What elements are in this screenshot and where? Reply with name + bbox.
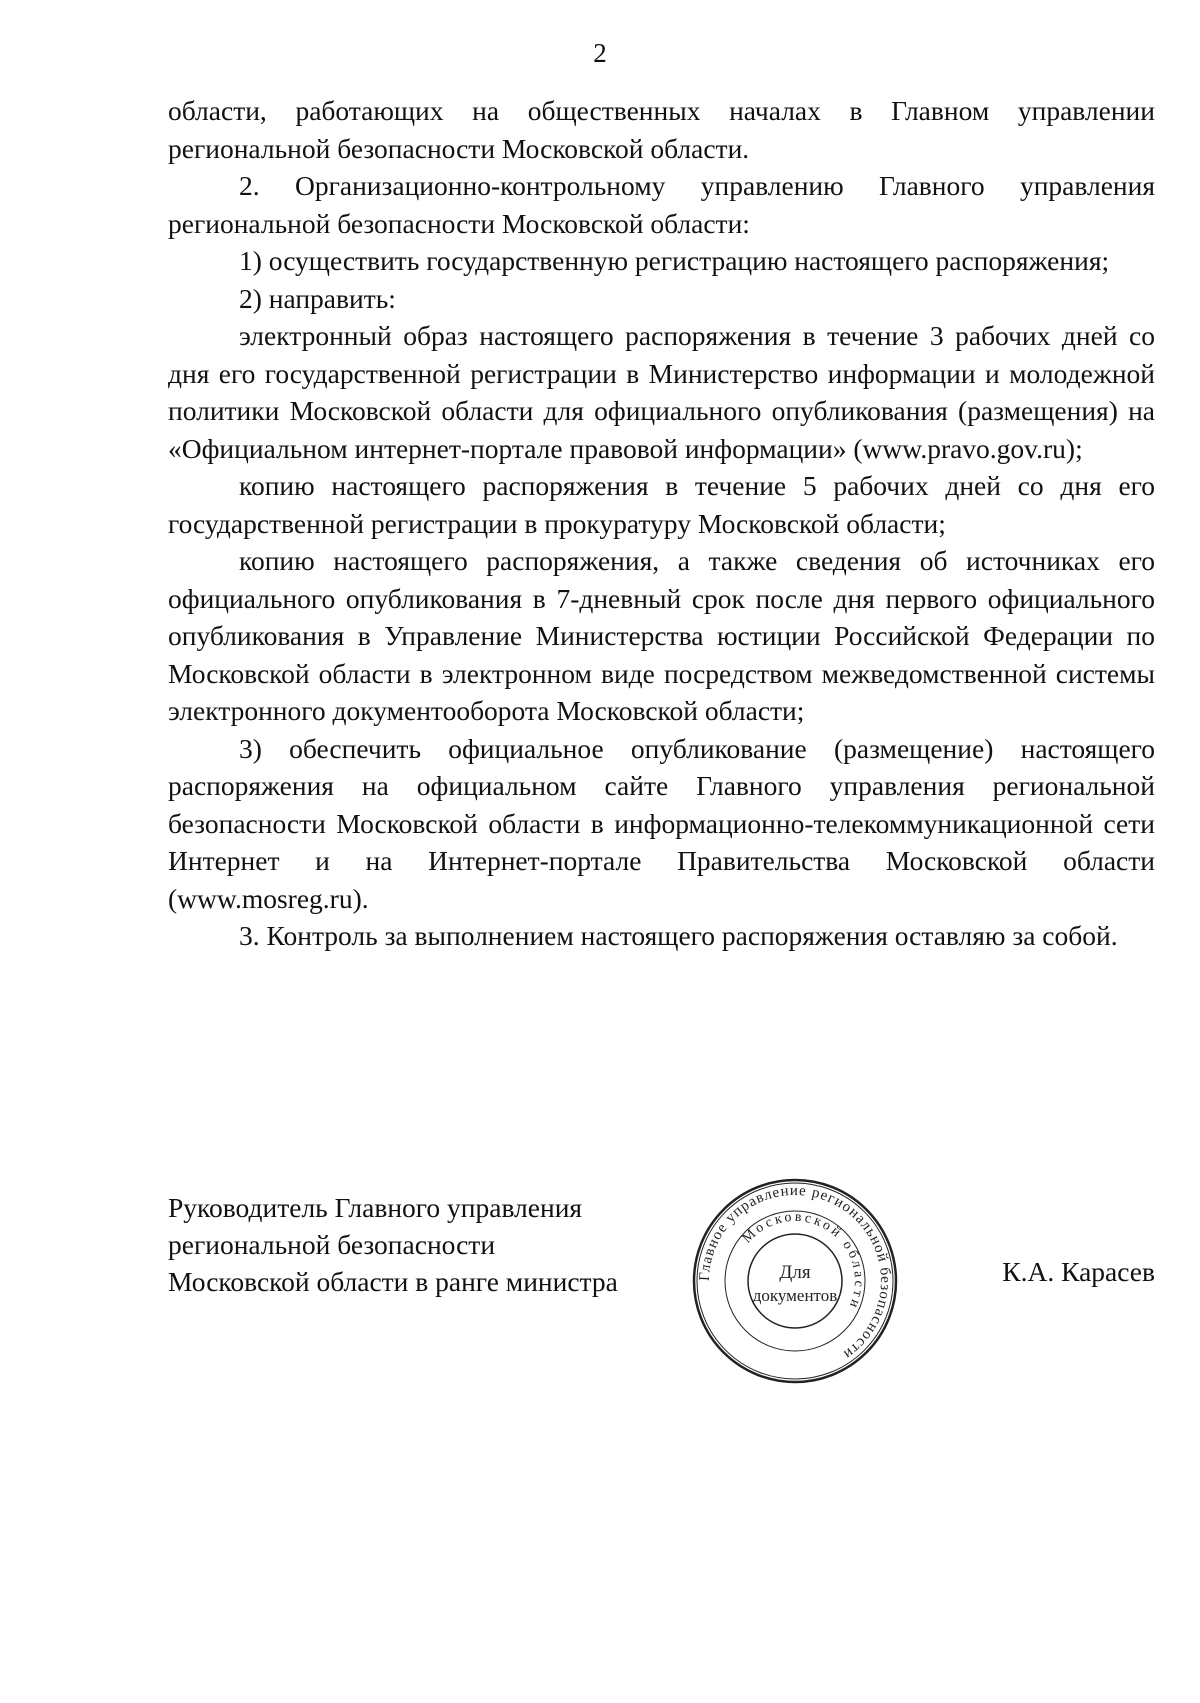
seal-outer-text: Главное управление региональной безопасности (696, 1182, 894, 1363)
paragraph-electronic-copy: электронный образ настоящего распоряжения в течение 3 рабочих дней со дня его государственной регистрации в Министерство информации и молодежной политики Московской области для официального опубликования (размещения) на «Официальном интернет-портале правовой информации» (www.pravo.gov.ru); (168, 320, 1155, 464)
signatory-position-line: региональной безопасности (168, 1229, 496, 1260)
paragraph-subitem-3: 3) обеспечить официальное опубликование (размещение) настоящего распоряжения на официальном сайте Главного управления региональной безопасности Московской области в информационно-телекоммуникационной сети Интернет и на Интернет-портале Правительства Московской области (www.mosreg.ru). (168, 732, 1155, 914)
paragraph-subitem-2: 2) направить: (239, 282, 396, 314)
paragraph-item-3: 3. Контроль за выполнением настоящего распоряжения оставляю за собой. (239, 920, 1118, 951)
seal-center-line: Для (779, 1262, 811, 1283)
paragraph-continuation: области, работающих на общественных началах в Главном управлении региональной безопасности Московской области. (168, 95, 1155, 164)
paragraph-subitem-1: 1) осуществить государственную регистрацию настоящего распоряжения; (239, 245, 1110, 276)
seal-icon (690, 1176, 900, 1386)
seal-inner-text: Московской области (739, 1209, 867, 1313)
paragraph-prosecutor-copy: копию настоящего распоряжения в течение 5 рабочих дней со дня его государственной регистрации в прокуратуру Московской области; (168, 470, 1155, 539)
paragraph-justice-copy: копию настоящего распоряжения, а также сведения об источниках его официального опубликования в 7-дневный срок после дня первого официального опубликования в Управление Министерства юстиции Российской Федерации по Московской области в электронном виде посредством межведомственной системы электронного документооборота Московской области; (168, 545, 1155, 726)
official-seal (690, 1176, 900, 1386)
paragraph-item-2: 2. Организационно-контрольному управлению Главного управления региональной безопасности Московской области: (168, 170, 1155, 239)
signatory-position (168, 1189, 618, 1300)
document-body (168, 92, 1155, 955)
signatory-position-line: Руководитель Главного управления (168, 1192, 583, 1223)
signatory-position-line: Московской области в ранге министра (168, 1266, 618, 1297)
page-number: 2 (593, 38, 607, 68)
signatory-name: К.А. Карасев (1002, 1256, 1155, 1287)
seal-center-line: документов (752, 1286, 838, 1305)
